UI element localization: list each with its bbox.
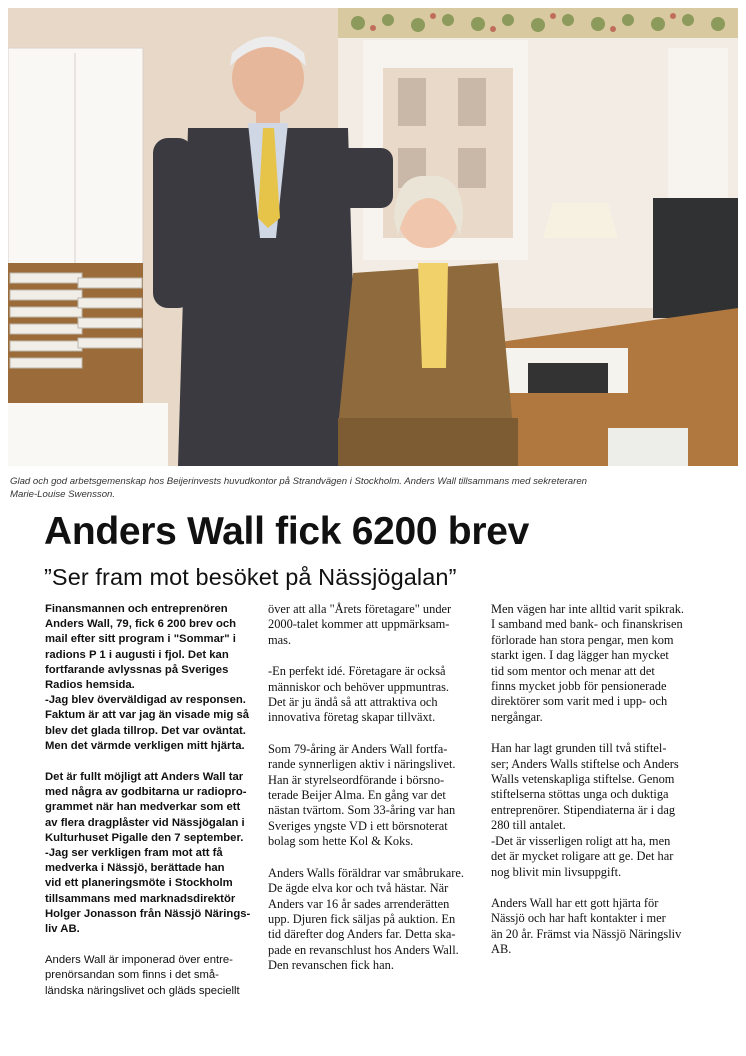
article-column-2 [268, 602, 480, 990]
body-paragraph: Anders Wall har ett gott hjärta för Nässjö och har haft kontakter i mer än 20 år. Främst via Nässjö Näringsliv AB. [491, 895, 682, 957]
lead-paragraph: Finansmannen och entreprenören Anders Wall, 79, fick 6 200 brev och mail efter sitt program i "Sommar" i radions P 1 i augusti i fjol. Det kan fortfarande avlyssnas på Sveriges Radios hemsida. -Jag blev överväldigad av responsen. Faktum är att var jag än visade mig så blev det glada tillrop. Det var oväntat. Men det värmde verkligen mitt hjärta. [45, 603, 250, 752]
article-photo [8, 8, 738, 466]
article-column-1 [45, 602, 255, 1015]
body-paragraph: Anders Walls föräldrar var småbrukare. De ägde elva kor och två hästar. När Anders var 16 år sades arrenderätten upp. Djuren fick säljas på auktion. En tid därefter dog Anders far. Detta ska- pade en revanschlust hos Anders Wall. Den revanschen fick han. [268, 865, 464, 973]
body-paragraph: Anders Wall är imponerad över entre- prenörsandan som finns i det små- ländska näringslivet och gläds speciellt [45, 954, 240, 997]
body-paragraph: Han har lagt grunden till två stiftel- ser; Anders Walls stiftelse och Anders Walls vetenskapliga stiftelse. Genom stiftelserna stöttas unga och duktiga entreprenörer. Stipendiaterna är i dag 280 till antalet. -Det är visserligen roligt att ha, men det är mycket roligare att ge. Det har nog blivit min livsuppgift. [491, 741, 679, 879]
body-paragraph: Men vägen har inte alltid varit spikrak. I samband med bank- och finanskrisen förlorade han stora pengar, men kom starkt igen. I dag lägger han mycket tid som mentor och menar att det finns mycket jobb för pensionerade direktörer som varit med i upp- och nergångar. [491, 602, 685, 724]
photo-caption: Glad och god arbetsgemenskap hos Beijerinvests huvudkontor på Strandvägen i Stockholm. Anders Wall tillsammans med sekreteraren Marie-Louise Swensson. [10, 476, 587, 500]
body-paragraph: över att alla "Årets företagare" under 2000-talet kommer att uppmärksam- mas. [268, 602, 452, 647]
office-photo-illustration [8, 8, 738, 466]
article-subheadline: ”Ser fram mot besöket på Nässjögalan” [44, 564, 457, 590]
body-paragraph: Som 79-åring är Anders Wall fortfa- rande synnerligen aktiv i näringslivet. Han är styrelseordförande i börsno- terade Beijer Alma. En gång var det nästan tvärtom. Som 33-åring var han Sveriges yngste VD i ett börsnoterat bolag som hette Kol & Koks. [268, 741, 456, 849]
lead-paragraph-2: Det är fullt möjligt att Anders Wall tar med några av godbitarna ur radiopro- grammet när han medverkar som ett av flera dragplåster vid Nässjögalan i Kulturhuset Pigalle den 7 september. -Jag ser verkligen fram mot att få medverka i Nässjö, berättade han vid ett planeringsmöte i Stockholm tillsammans med marknadsdirektör Holger Jonasson från Nässjö Närings- liv AB. [45, 771, 251, 936]
body-paragraph: -En perfekt idé. Företagare är också människor och behöver uppmuntras. Det är ju ändå så att attraktiva och innovativa företag skapar tillväxt. [268, 664, 450, 725]
article-headline: Anders Wall fick 6200 brev [44, 510, 529, 553]
article-column-3 [491, 602, 706, 974]
